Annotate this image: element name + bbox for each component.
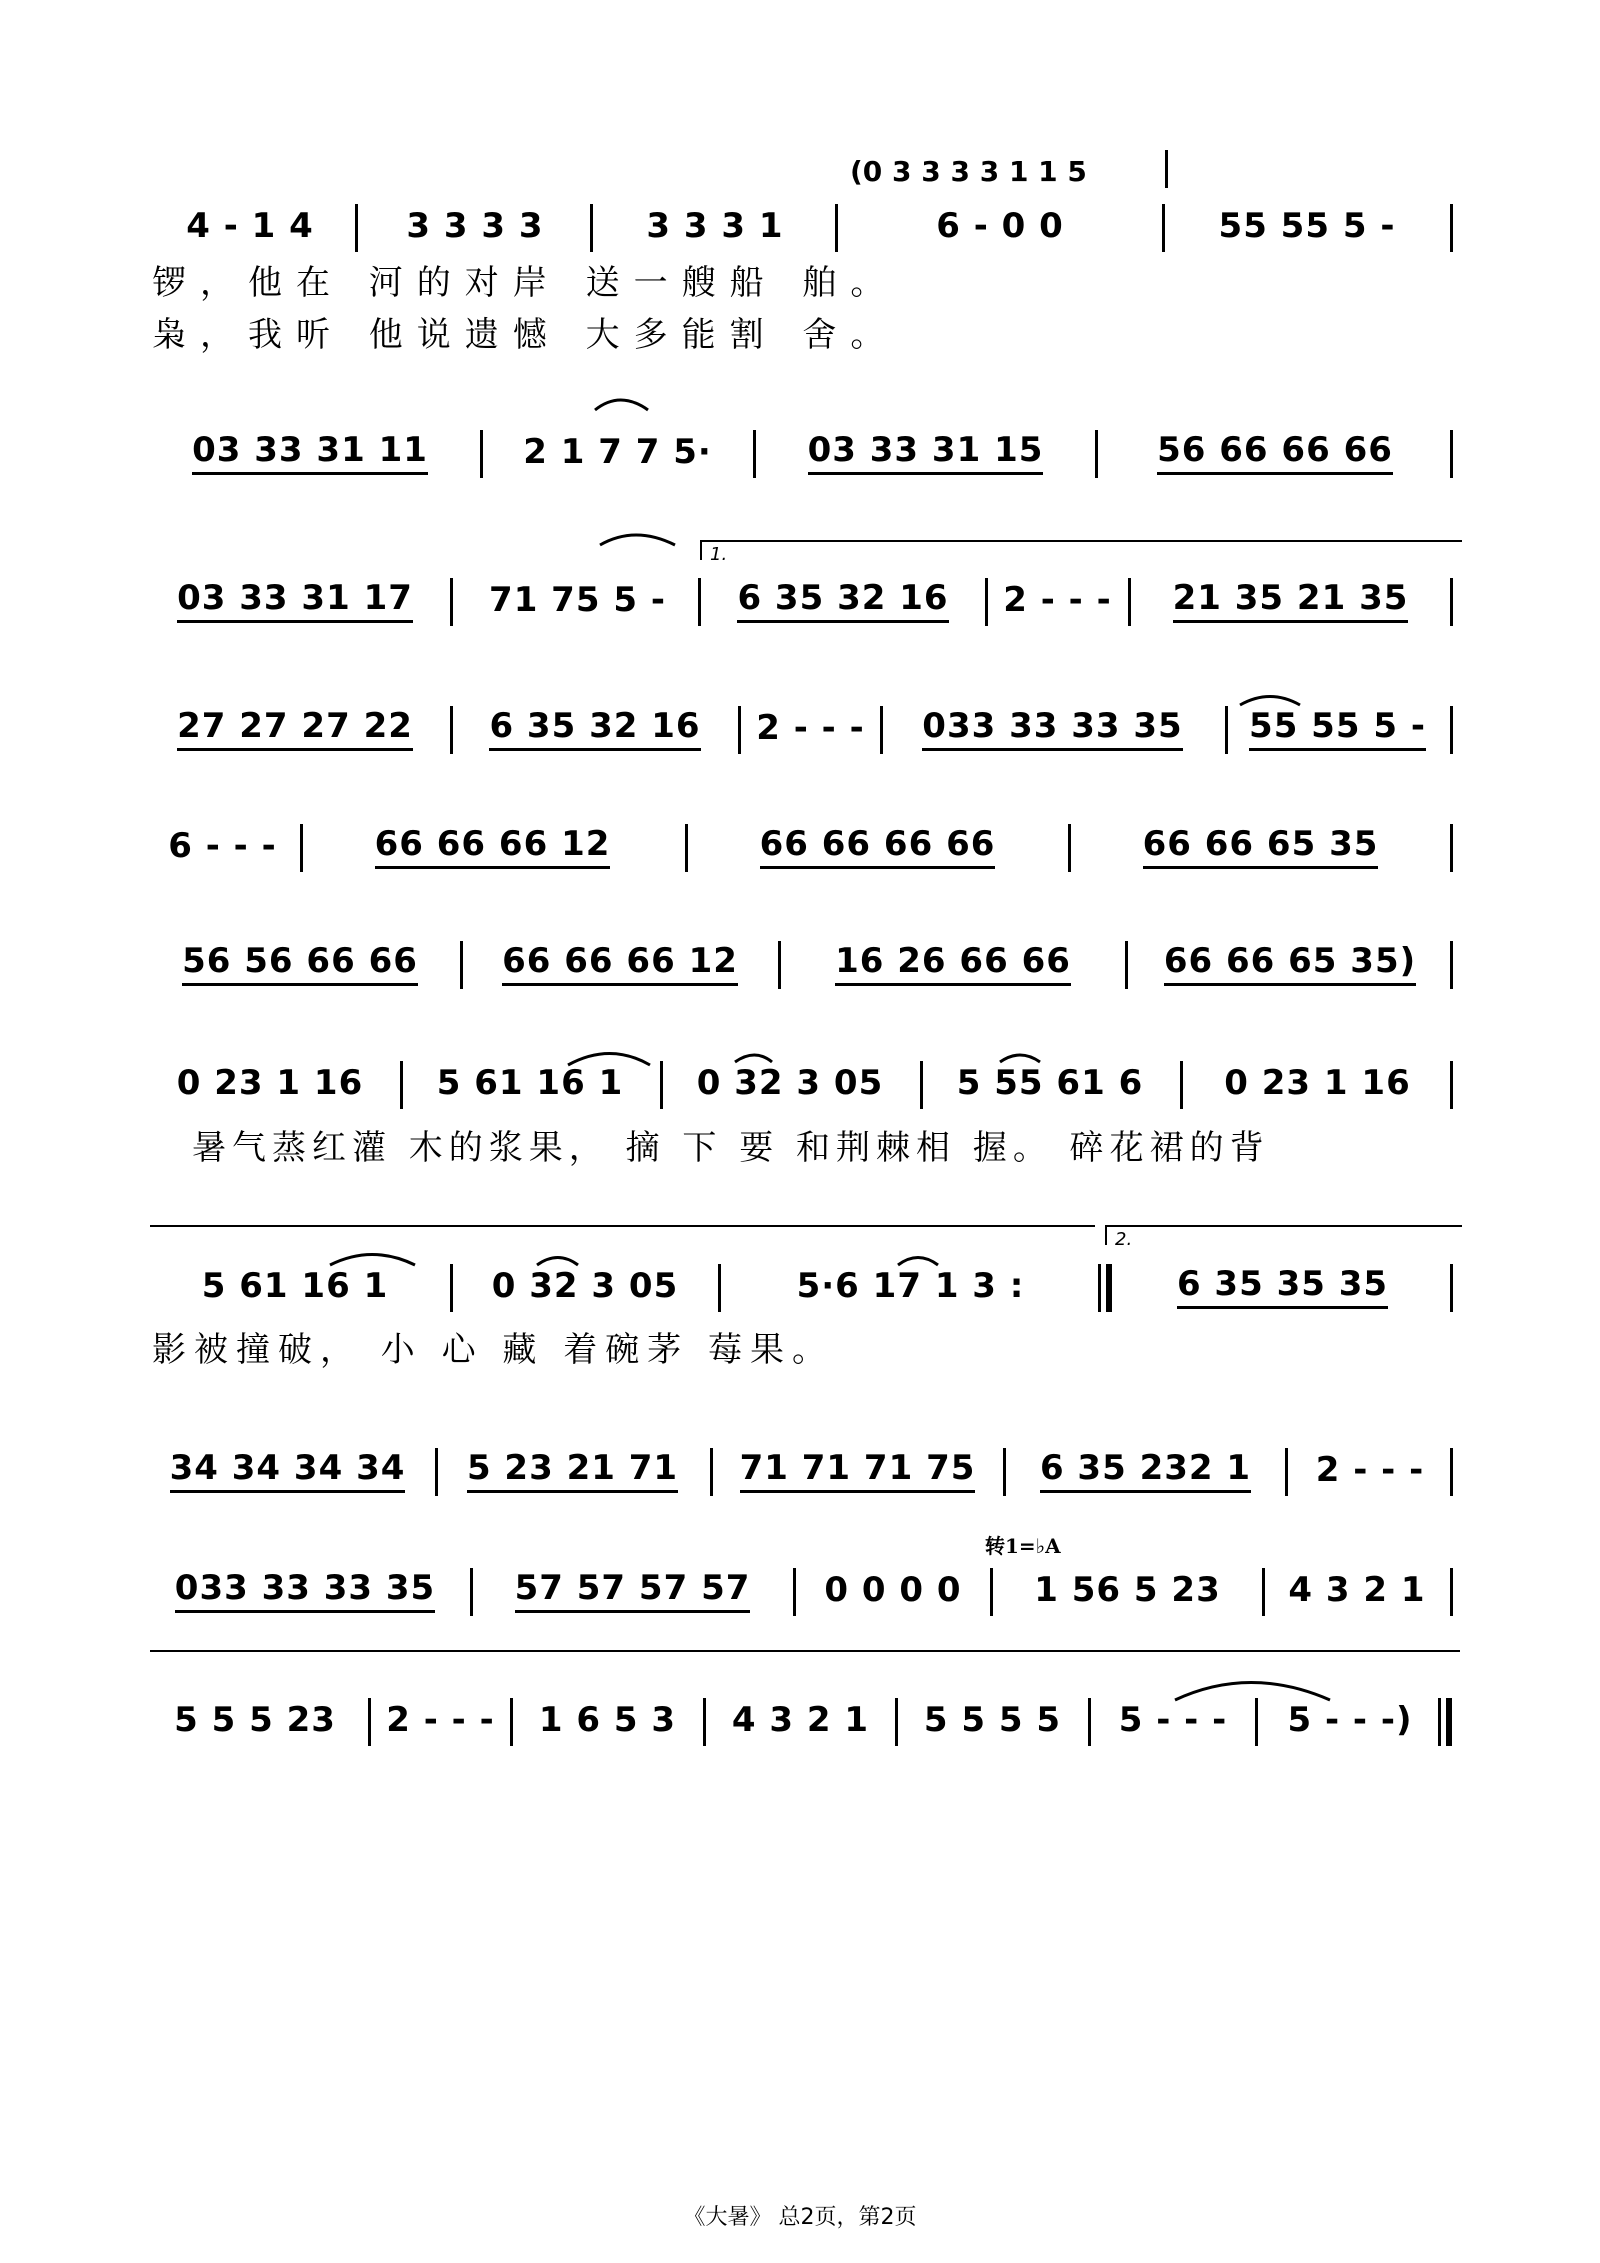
measure: 03 33 31 17: [150, 572, 440, 628]
measure: 55 55 5 -: [1218, 206, 1396, 246]
measure: 4 3 2 1: [1288, 1570, 1426, 1610]
measure: 16 26 66 66: [788, 935, 1118, 991]
measure: 03 33 31 11: [150, 424, 470, 480]
measure: 66 66 66 12: [470, 935, 770, 991]
measure: 66 66 66 12: [310, 818, 675, 874]
measure: 5 23 21 71: [445, 1442, 700, 1498]
measure: 2 - - -: [1315, 1450, 1425, 1490]
intro-notes: (0 3 3 3 3 1 1 5: [850, 155, 1087, 188]
measure: 5 5 5 5: [923, 1700, 1062, 1740]
lyric-line-2: 枭，我听 他说遗憾 大多能割 舍。: [152, 315, 899, 355]
lyric-line-4: 影被撞破， 小 心 藏 着碗茅 莓果。: [152, 1330, 835, 1370]
measure: 3 3 3 1: [646, 206, 784, 246]
measure: 1 56 5 23: [1034, 1570, 1221, 1610]
measure: 2 - - -: [386, 1700, 495, 1740]
measure: 5 61 16 1: [201, 1266, 389, 1306]
volta-label: 1.: [710, 544, 728, 565]
measure: 033 33 33 35: [890, 700, 1215, 756]
measure: 56 66 66 66: [1105, 424, 1445, 480]
measure: 6 35 32 16: [460, 700, 730, 756]
measure: 57 57 57 57: [480, 1562, 785, 1618]
measure: 0 0 0 0: [824, 1570, 962, 1610]
measure: 4 3 2 1: [731, 1700, 870, 1740]
measure: 66 66 66 66: [695, 818, 1060, 874]
measure: 5·6 17 1 3 :: [796, 1266, 1025, 1306]
measure: 2 - - -: [756, 708, 865, 748]
key-change-label: 转1=♭A: [985, 1534, 1061, 1558]
measure: 6 35 32 16: [708, 572, 978, 628]
measure: 66 66 65 35: [1078, 818, 1443, 874]
measure: 6 - - -: [168, 826, 277, 866]
measure: 6 35 35 35: [1120, 1258, 1445, 1314]
measure: 5 5 5 23: [174, 1700, 336, 1740]
measure: 1 6 5 3: [538, 1700, 677, 1740]
lyric-line-3: 暑气蒸红灌 木的浆果， 摘 下 要 和荆棘相 握。 碎花裙的背: [192, 1128, 1270, 1168]
measure: 0 23 1 16: [176, 1063, 364, 1103]
measure: 71 75 5 -: [489, 580, 666, 620]
measure: 03 33 31 15: [763, 424, 1088, 480]
lyric-line-1: 锣，他在 河的对岸 送一艘船 舶。: [152, 263, 899, 303]
measure: 66 66 65 35): [1135, 935, 1445, 991]
page-footer: 《大暑》 总2页，第2页: [683, 2205, 917, 2230]
measure: 55 55 5 -: [1235, 700, 1440, 756]
measure: 6 35 232 1: [1013, 1442, 1278, 1498]
measure: 4 - 1 4: [186, 206, 314, 246]
measure: 6 - 0 0: [936, 206, 1064, 246]
measure: 5 - - -: [1118, 1700, 1228, 1740]
measure: 5 - - -): [1287, 1700, 1413, 1740]
measure: 0 32 3 05: [491, 1266, 679, 1306]
measure: 0 32 3 05: [696, 1063, 884, 1103]
measure: 2 1 7 7 5·: [523, 432, 712, 472]
measure: 0 23 1 16: [1224, 1063, 1411, 1103]
measure: 71 71 71 75: [720, 1442, 995, 1498]
measure: 5 61 16 1: [436, 1063, 624, 1103]
measure: 21 35 21 35: [1138, 572, 1443, 628]
measure: 2 - - -: [1003, 580, 1112, 620]
measure: 27 27 27 22: [150, 700, 440, 756]
volta-label: 2.: [1115, 1229, 1133, 1250]
measure: 5 55 61 6: [956, 1063, 1144, 1103]
measure: 3 3 3 3: [406, 206, 544, 246]
measure: 033 33 33 35: [150, 1562, 460, 1618]
measure: 34 34 34 34: [150, 1442, 425, 1498]
measure: 56 56 66 66: [150, 935, 450, 991]
